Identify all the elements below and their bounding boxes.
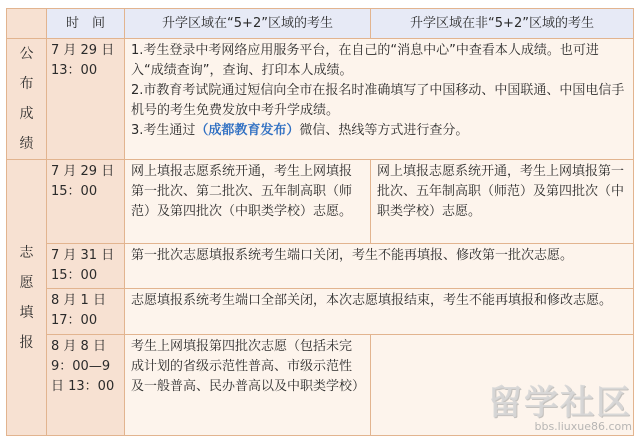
- publish-item-3: [131, 121, 627, 141]
- header-time: 时 间: [47, 9, 125, 39]
- fourth-batch-5plus2: 考生上网填报第四批次志愿（包括未完成计划的省级示范性普高、市级示范性及一般普高、民办普高以及中职类学校）: [125, 335, 371, 436]
- publish-item-2: 2.市教育考试院通过短信向全市在报名时准确填写了中国移动、中国联通、中国电信手机号的考生免费发放中考升学成绩。: [131, 83, 625, 118]
- publish-item-1: 1.考生登录中考网络应用服务平台，在自己的“消息中心”中查看本人成绩。也可进入“成绩查询”，查询、打印本人成绩。: [131, 43, 599, 78]
- time-cell: [47, 289, 125, 335]
- time-date: 8 月 8 日: [51, 339, 106, 354]
- corner-cell: [7, 9, 47, 39]
- fourth-batch-non-5plus2: [371, 335, 634, 436]
- table-row: [7, 289, 634, 335]
- time-cell: [47, 160, 125, 244]
- time-date: 7 月 29 日: [51, 164, 115, 179]
- time-end: 日 13：00: [51, 379, 115, 394]
- category-char: 志: [19, 244, 34, 261]
- time-hour: 13：00: [51, 63, 98, 78]
- publish-scores-description: [125, 39, 634, 160]
- time-range: 9：00—9: [51, 359, 111, 374]
- header-non-5plus2-region: 升学区域在非“5+2”区域的考生: [371, 9, 634, 39]
- fill-open-non-5plus2: 网上填报志愿系统开通，考生上网填报第一批次、五年制高职（师范）及第四批次（中职类学校）志愿。: [371, 160, 634, 244]
- category-fill-volunteer: [7, 160, 47, 436]
- category-char: 公: [19, 46, 34, 62]
- header-5plus2-region: 升学区域在“5+2”区域的考生: [125, 9, 371, 39]
- category-char: 报: [19, 334, 34, 351]
- time-cell: [47, 335, 125, 436]
- time-cell: [47, 244, 125, 289]
- table-row: [7, 244, 634, 289]
- fill-open-5plus2: 网上填报志愿系统开通，考生上网填报第一批次、第二批次、五年制高职（师范）及第四批次（中职类学校）志愿。: [125, 160, 371, 244]
- watermark-url: bbs.liuxue86.com: [534, 420, 632, 433]
- time-hour: 15：00: [51, 268, 98, 283]
- category-char: 布: [19, 76, 34, 92]
- time-date: 7 月 29 日: [51, 43, 115, 58]
- time-hour: 15：00: [51, 184, 98, 199]
- time-hour: 17：00: [51, 313, 98, 328]
- all-close-note: 志愿填报系统考生端口全部关闭，本次志愿填报结束，考生不能再填报和修改志愿。: [125, 289, 634, 335]
- table-header-row: [7, 9, 634, 39]
- table-row: [7, 335, 634, 436]
- category-char: 填: [19, 304, 34, 321]
- enrollment-schedule-table: [6, 8, 634, 436]
- category-publish-scores: [7, 39, 47, 160]
- category-char: 绩: [19, 136, 34, 152]
- table-row: [7, 160, 634, 244]
- time-date: 8 月 1 日: [51, 293, 106, 308]
- first-batch-close-note: 第一批次志愿填报系统考生端口关闭，考生不能再填报、修改第一批次志愿。: [125, 244, 634, 289]
- wechat-account-highlight: （成都教育发布）: [195, 123, 300, 138]
- time-cell: [47, 39, 125, 160]
- table-row: [7, 39, 634, 160]
- time-date: 7 月 31 日: [51, 248, 115, 263]
- category-char: 愿: [19, 274, 34, 291]
- category-char: 成: [19, 106, 34, 122]
- publish-item-3-prefix: 3.考生通过: [131, 123, 196, 138]
- publish-item-3-suffix: 微信、热线等方式进行查分。: [299, 123, 469, 138]
- watermark-logo: 留学社区: [488, 383, 632, 423]
